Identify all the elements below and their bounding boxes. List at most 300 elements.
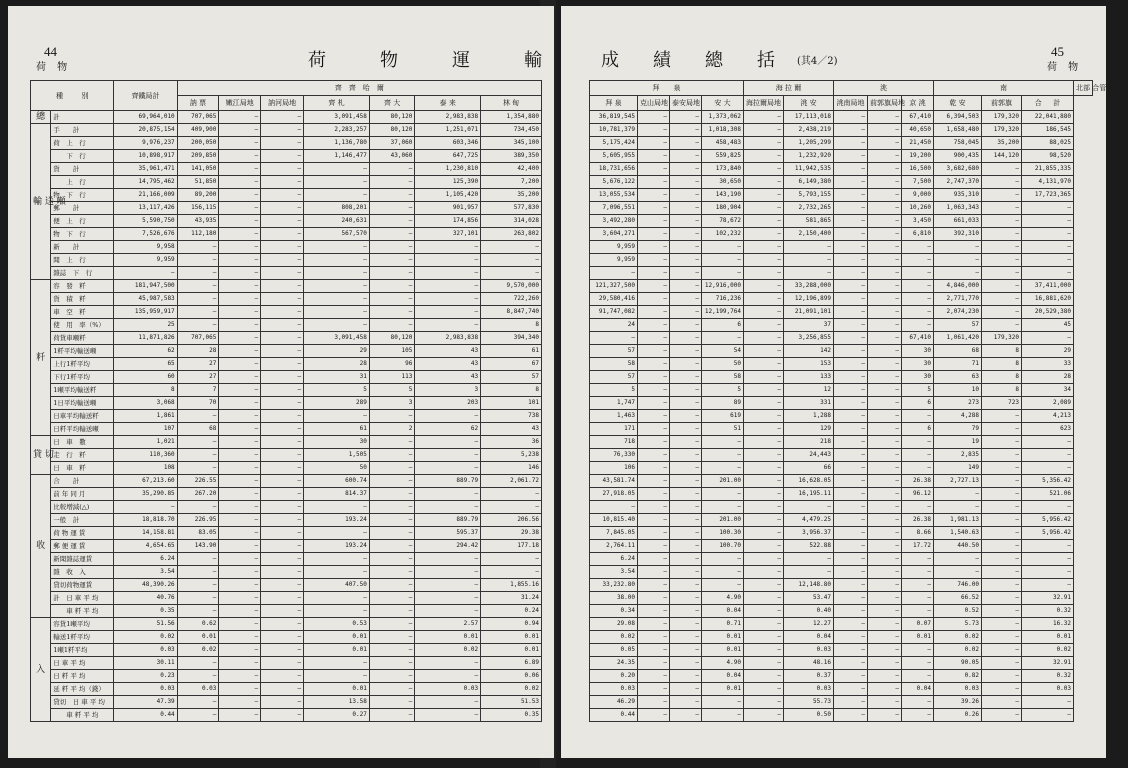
table-cell: 35,961,471 [114, 163, 177, 176]
table-cell: — [670, 267, 702, 280]
table-cell: 67,410 [902, 332, 934, 345]
table-cell: 29.08 [590, 618, 638, 631]
table-cell: — [670, 280, 702, 293]
table-cell: 39.26 [934, 696, 982, 709]
table-cell: — [982, 670, 1022, 683]
table-cell: 24,443 [784, 449, 834, 462]
table-cell: — [219, 358, 261, 371]
table-cell: — [982, 488, 1022, 501]
table-cell: — [261, 592, 304, 605]
table-row [31, 501, 542, 514]
table-cell: — [902, 319, 934, 332]
table-cell: 746.00 [934, 579, 982, 592]
table-cell: 5 [902, 384, 934, 397]
table-cell: — [868, 228, 902, 241]
table-cell: — [304, 592, 370, 605]
table-cell: — [834, 488, 868, 501]
table-cell: — [638, 332, 670, 345]
table-cell: 89 [702, 397, 744, 410]
table-cell: — [1022, 267, 1074, 280]
table-cell: — [868, 371, 902, 384]
table-cell: 71 [934, 358, 982, 371]
table-cell: — [744, 462, 784, 475]
table-cell: — [670, 683, 702, 696]
table-cell: — [784, 241, 834, 254]
table-cell: — [982, 449, 1022, 462]
table-row [31, 579, 542, 592]
table-cell: — [261, 150, 304, 163]
table-cell: 7,200 [481, 176, 542, 189]
table-cell: — [834, 553, 868, 566]
table-cell: — [702, 267, 744, 280]
table-cell: — [177, 306, 219, 319]
table-cell: 707,065 [177, 332, 219, 345]
table-cell: — [219, 709, 261, 722]
table-cell: — [369, 410, 415, 423]
table-cell: 889.79 [415, 514, 481, 527]
table-cell: — [834, 631, 868, 644]
table-cell: 409,900 [177, 124, 219, 137]
table-cell: — [415, 410, 481, 423]
table-cell: — [670, 618, 702, 631]
table-cell: — [261, 293, 304, 306]
table-row [31, 397, 542, 410]
table-cell: — [670, 696, 702, 709]
table-cell: — [902, 553, 934, 566]
table-cell: 106 [590, 462, 638, 475]
table-cell: 58 [590, 358, 638, 371]
table-cell: 156,115 [177, 202, 219, 215]
table-cell: 2.57 [415, 618, 481, 631]
table-cell: — [702, 241, 744, 254]
table-cell: — [834, 475, 868, 488]
table-row [31, 462, 542, 475]
table-row [590, 293, 1093, 306]
table-cell: — [834, 462, 868, 475]
table-cell: — [369, 670, 415, 683]
table-cell: — [834, 657, 868, 670]
table-cell: 24 [590, 319, 638, 332]
table-cell: 0.82 [934, 670, 982, 683]
table-cell: — [744, 306, 784, 319]
table-cell: — [415, 501, 481, 514]
table-cell: 135,959,917 [114, 306, 177, 319]
table-cell: 27 [177, 358, 219, 371]
table-cell: — [177, 280, 219, 293]
table-cell: — [177, 709, 219, 722]
table-cell: — [670, 579, 702, 592]
table-cell: 707,065 [177, 111, 219, 124]
table-cell: 100.30 [702, 527, 744, 540]
table-row [590, 670, 1093, 683]
table-cell: 226.95 [177, 514, 219, 527]
table-cell: — [415, 592, 481, 605]
table-cell: — [261, 410, 304, 423]
table-cell: — [982, 657, 1022, 670]
row-label: 上行1粁平均 [51, 358, 114, 371]
table-cell: — [219, 553, 261, 566]
table-cell: 1,230,810 [415, 163, 481, 176]
table-cell: — [744, 670, 784, 683]
page-subtitle: (其4／2) [797, 56, 838, 67]
table-cell: 28 [1022, 371, 1074, 384]
table-cell: 121,327,500 [590, 280, 638, 293]
table-cell: 2,983,838 [415, 111, 481, 124]
table-cell: 51.56 [114, 618, 177, 631]
table-cell: — [177, 293, 219, 306]
table-cell: — [177, 605, 219, 618]
table-row [31, 137, 542, 150]
table-cell: — [638, 670, 670, 683]
table-cell: 0.62 [177, 618, 219, 631]
table-row [590, 267, 1093, 280]
table-cell: 2,061.72 [481, 475, 542, 488]
table-cell: — [261, 371, 304, 384]
table-cell: — [670, 514, 702, 527]
table-cell: — [744, 176, 784, 189]
table-cell: 61 [481, 345, 542, 358]
table-cell: — [982, 527, 1022, 540]
table-cell: — [638, 358, 670, 371]
table-cell: 900,435 [934, 150, 982, 163]
table-cell: 0.35 [481, 709, 542, 722]
table-cell: — [868, 267, 902, 280]
table-cell: — [219, 137, 261, 150]
table-cell: — [219, 514, 261, 527]
table-cell: — [982, 280, 1022, 293]
table-cell: 79 [934, 423, 982, 436]
table-row [590, 436, 1093, 449]
table-cell: 67,410 [902, 111, 934, 124]
table-cell: 3.54 [114, 566, 177, 579]
table-cell: — [219, 371, 261, 384]
table-cell: — [261, 332, 304, 345]
table-cell: — [481, 501, 542, 514]
table-cell: — [934, 241, 982, 254]
row-label: 手 計 [51, 124, 114, 137]
table-cell: 0.03 [784, 683, 834, 696]
table-cell: 9,570,000 [481, 280, 542, 293]
table-cell: — [369, 241, 415, 254]
table-cell: — [902, 410, 934, 423]
page-tag: 荷 物 [36, 62, 72, 73]
table-cell: — [638, 475, 670, 488]
table-cell: — [415, 488, 481, 501]
table-cell: — [982, 696, 1022, 709]
table-row [31, 267, 542, 280]
table-cell: 3,682,680 [934, 163, 982, 176]
row-label: 貸切 日 車 平 均 [51, 696, 114, 709]
title-char: 總 [705, 50, 725, 71]
table-cell: 2,983,838 [415, 332, 481, 345]
table-cell: — [177, 501, 219, 514]
table-cell: 0.03 [415, 683, 481, 696]
table-cell: 8,847,740 [481, 306, 542, 319]
table-cell: — [638, 553, 670, 566]
table-cell: 1,288 [784, 410, 834, 423]
table-cell: — [369, 163, 415, 176]
table-cell: — [415, 254, 481, 267]
table-cell: — [638, 696, 670, 709]
table-cell: — [481, 254, 542, 267]
table-cell: — [902, 241, 934, 254]
table-cell: — [670, 358, 702, 371]
table-cell: — [415, 566, 481, 579]
table-cell: — [219, 670, 261, 683]
table-cell: — [670, 670, 702, 683]
table-cell: 0.03 [934, 683, 982, 696]
table-cell: — [834, 527, 868, 540]
table-row [590, 488, 1093, 501]
table-cell: — [670, 215, 702, 228]
table-cell: — [177, 566, 219, 579]
column-header: 合 計 [1022, 96, 1074, 111]
table-cell: — [982, 462, 1022, 475]
table-cell: 57 [590, 371, 638, 384]
table-cell: 43 [415, 371, 481, 384]
table-cell: 1,463 [590, 410, 638, 423]
table-cell: — [304, 657, 370, 670]
table-cell: 17,723,365 [1022, 189, 1074, 202]
table-cell: 29 [304, 345, 370, 358]
table-row [590, 410, 1093, 423]
table-cell: — [261, 618, 304, 631]
table-cell: — [261, 579, 304, 592]
table-cell: 45 [1022, 319, 1074, 332]
table-cell: 0.94 [481, 618, 542, 631]
table-cell: — [369, 488, 415, 501]
table-cell: 0.07 [902, 618, 934, 631]
table-cell: — [670, 319, 702, 332]
row-label: 郵 計 [51, 202, 114, 215]
table-cell: 146 [481, 462, 542, 475]
table-row [31, 592, 542, 605]
table-row [31, 150, 542, 163]
page-number: 44 [44, 44, 57, 59]
table-cell: — [744, 683, 784, 696]
table-cell: 1,354,880 [481, 111, 542, 124]
table-cell: — [219, 592, 261, 605]
section-label: 入 [31, 618, 51, 722]
table-cell: — [982, 202, 1022, 215]
table-cell: 619 [702, 410, 744, 423]
table-cell: 51 [702, 423, 744, 436]
table-cell: 0.01 [481, 644, 542, 657]
table-row [590, 124, 1093, 137]
table-cell: 1,146,477 [304, 150, 370, 163]
table-cell: 80,120 [369, 111, 415, 124]
table-row [31, 410, 542, 423]
table-cell: — [415, 696, 481, 709]
table-cell: — [702, 462, 744, 475]
table-cell: 10,781,379 [590, 124, 638, 137]
table-cell: 3.54 [590, 566, 638, 579]
table-cell: — [261, 280, 304, 293]
table-cell: — [638, 449, 670, 462]
table-cell: — [670, 228, 702, 241]
table-cell: — [261, 111, 304, 124]
table-cell: 0.44 [114, 709, 177, 722]
table-cell: 0.02 [590, 631, 638, 644]
row-label: 容 發 粁 [51, 280, 114, 293]
table-cell: 36 [481, 436, 542, 449]
table-cell: 133 [784, 371, 834, 384]
section-label: 輸 送 噸 [31, 124, 51, 280]
table-cell: 1,205,299 [784, 137, 834, 150]
table-cell: 2,732,265 [784, 202, 834, 215]
table-cell: 105 [369, 345, 415, 358]
table-cell: — [369, 696, 415, 709]
table-cell: — [982, 176, 1022, 189]
table-cell: 80,120 [369, 124, 415, 137]
table-cell: — [261, 683, 304, 696]
table-cell: 48,390.26 [114, 579, 177, 592]
table-cell: 0.24 [481, 605, 542, 618]
table-cell: 2,150,400 [784, 228, 834, 241]
table-cell: — [868, 696, 902, 709]
table-row [31, 644, 542, 657]
table-cell: 567,570 [304, 228, 370, 241]
table-cell: 102,232 [702, 228, 744, 241]
table-cell: — [902, 254, 934, 267]
table-cell: — [1022, 332, 1074, 345]
table-cell: — [902, 644, 934, 657]
column-header: 嫩江局地 [219, 96, 261, 111]
table-cell: — [1022, 553, 1074, 566]
table-cell: — [784, 254, 834, 267]
table-row [590, 176, 1093, 189]
table-cell: 40.76 [114, 592, 177, 605]
table-cell: — [868, 436, 902, 449]
table-cell: — [670, 332, 702, 345]
table-cell: 392,310 [934, 228, 982, 241]
table-cell: 141,050 [177, 163, 219, 176]
table-cell: 0.34 [590, 605, 638, 618]
table-cell: — [834, 423, 868, 436]
table-cell: — [834, 163, 868, 176]
table-row [31, 683, 542, 696]
table-cell: 35,290.85 [114, 488, 177, 501]
table-cell: 458,483 [702, 137, 744, 150]
table-row [590, 254, 1093, 267]
table-cell: — [834, 202, 868, 215]
table-cell: — [982, 618, 1022, 631]
table-cell: 0.02 [177, 644, 219, 657]
table-cell: 0.35 [114, 605, 177, 618]
table-row [31, 319, 542, 332]
table-cell: — [902, 592, 934, 605]
table-cell: 5,605,955 [590, 150, 638, 163]
table-cell: — [982, 501, 1022, 514]
row-label: 日 車 數 [51, 436, 114, 449]
table-cell: 9,959 [590, 254, 638, 267]
table-cell: — [744, 280, 784, 293]
table-row [590, 163, 1093, 176]
column-header: 拜 泉 [590, 96, 638, 111]
table-cell: 0.04 [902, 683, 934, 696]
table-cell: — [638, 631, 670, 644]
table-cell: 9,976,237 [114, 137, 177, 150]
table-cell: 8 [982, 345, 1022, 358]
table-cell: 1,540.63 [934, 527, 982, 540]
table-cell: — [415, 293, 481, 306]
table-cell: — [982, 241, 1022, 254]
table-cell: — [304, 605, 370, 618]
table-cell: 16,195.11 [784, 488, 834, 501]
table-cell: — [670, 137, 702, 150]
table-cell: — [902, 709, 934, 722]
table-cell: — [481, 241, 542, 254]
table-cell: — [670, 592, 702, 605]
table-cell: — [834, 267, 868, 280]
table-cell: 0.03 [784, 644, 834, 657]
table-cell: 3 [369, 397, 415, 410]
table-cell: — [369, 592, 415, 605]
table-cell: — [934, 501, 982, 514]
table-cell: — [868, 592, 902, 605]
title-char: 括 [757, 50, 777, 71]
table-cell: 0.06 [481, 670, 542, 683]
table-cell: — [638, 254, 670, 267]
table-cell: — [369, 293, 415, 306]
table-cell: 327,101 [415, 228, 481, 241]
table-cell: — [369, 215, 415, 228]
table-cell: — [638, 527, 670, 540]
table-row [31, 423, 542, 436]
table-cell: 96 [369, 358, 415, 371]
row-label: 荷 上 行 [51, 137, 114, 150]
title-char: 績 [653, 50, 673, 71]
table-cell: 718 [590, 436, 638, 449]
table-cell: 76,330 [590, 449, 638, 462]
table-cell: 12,916,000 [702, 280, 744, 293]
table-cell: — [177, 267, 219, 280]
table-cell: — [868, 670, 902, 683]
table-cell: — [868, 137, 902, 150]
table-cell: — [982, 423, 1022, 436]
table-cell: 181,947,500 [114, 280, 177, 293]
table-cell: — [415, 670, 481, 683]
table-cell: 88,025 [1022, 137, 1074, 150]
table-cell: — [261, 449, 304, 462]
table-cell: — [219, 176, 261, 189]
column-header: 齊 大 [369, 96, 415, 111]
table-cell: — [261, 696, 304, 709]
table-cell: — [982, 293, 1022, 306]
table-cell: 12,148.80 [784, 579, 834, 592]
table-cell: — [415, 306, 481, 319]
table-cell: — [219, 332, 261, 345]
table-cell: 180,904 [702, 202, 744, 215]
table-cell: — [261, 644, 304, 657]
column-header: 泰安局地 [670, 96, 702, 111]
table-cell: 0.01 [702, 683, 744, 696]
table-cell: — [638, 215, 670, 228]
column-header: 海拉爾局地 [744, 96, 784, 111]
table-cell: — [744, 618, 784, 631]
table-row [31, 527, 542, 540]
table-cell: — [415, 280, 481, 293]
table-cell: 24.35 [590, 657, 638, 670]
table-cell: — [415, 553, 481, 566]
table-cell: 559,825 [702, 150, 744, 163]
table-cell: 57 [934, 319, 982, 332]
title-char: 輸 [524, 50, 544, 71]
table-row [590, 397, 1093, 410]
table-cell: — [670, 163, 702, 176]
table-cell: 267.20 [177, 488, 219, 501]
table-row [590, 228, 1093, 241]
